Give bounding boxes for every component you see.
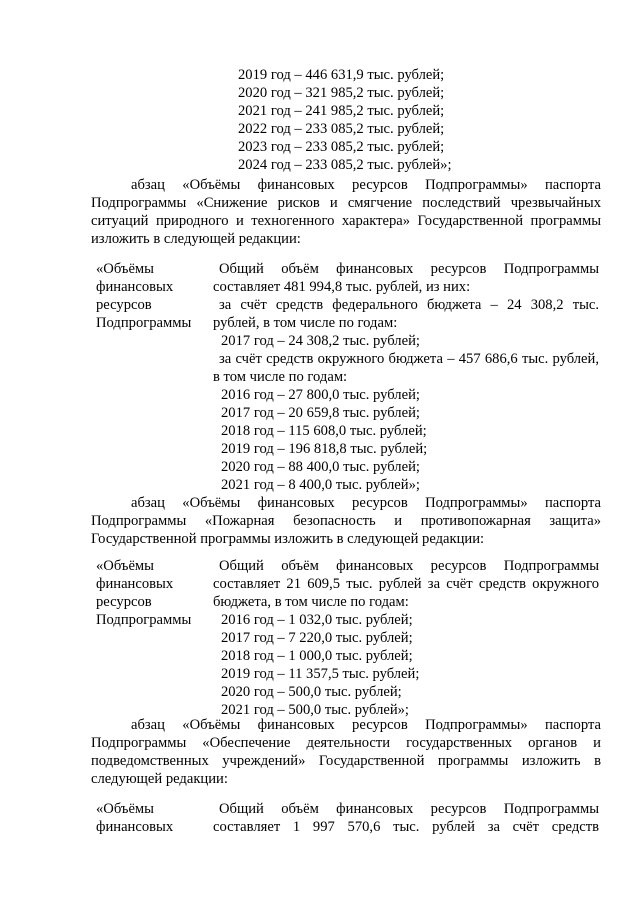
year-line: 2017 год – 20 659,8 тыс. рублей; <box>221 405 420 421</box>
year-line: 2021 год – 500,0 тыс. рублей»; <box>221 702 409 718</box>
year-line: 2019 год – 11 357,5 тыс. рублей; <box>221 666 420 682</box>
funding-total: Общий объём финансовых ресурсов Подпрограммы составляет 21 609,5 тыс. рублей за счёт средств окружного бюджета, в том числе по годам: <box>213 558 599 610</box>
year-line: 2021 год – 241 985,2 тыс. рублей; <box>238 103 445 119</box>
year-line: 2017 год – 7 220,0 тыс. рублей; <box>221 630 413 646</box>
funding-content-1 <box>213 260 599 494</box>
funding-content-3 <box>213 800 599 836</box>
funding-label-3: «Объёмы финансовых <box>96 801 174 835</box>
year-line: 2018 год – 1 000,0 тыс. рублей; <box>221 648 413 664</box>
year-line: 2018 год – 115 608,0 тыс. рублей; <box>221 423 427 439</box>
funding-label-2: «Объёмы финансовых ресурсов Подпрограммы <box>96 558 192 628</box>
funding-district: за счёт средств окружного бюджета – 457 686,6 тыс. рублей, в том числе по годам: <box>213 351 599 385</box>
funding-total: Общий объём финансовых ресурсов Подпрограммы составляет 481 994,8 тыс. рублей, из них: <box>213 261 599 295</box>
year-line: 2021 год – 8 400,0 тыс. рублей»; <box>221 477 420 493</box>
year-line: 2017 год – 24 308,2 тыс. рублей; <box>221 333 420 349</box>
year-line: 2020 год – 88 400,0 тыс. рублей; <box>221 459 420 475</box>
year-line: 2019 год – 446 631,9 тыс. рублей; <box>238 67 445 83</box>
year-line: 2024 год – 233 085,2 тыс. рублей»; <box>238 157 452 173</box>
year-list-top <box>238 66 452 174</box>
paragraph-fire-subprogram: абзац «Объёмы финансовых ресурсов Подпрограммы» паспорта Подпрограммы «Пожарная безопасность и противопожарная защита» Государственной программы изложить в следующей редакции: <box>91 495 601 547</box>
year-line: 2020 год – 500,0 тыс. рублей; <box>221 684 402 700</box>
year-line: 2023 год – 233 085,2 тыс. рублей; <box>238 139 445 155</box>
year-line: 2016 год – 27 800,0 тыс. рублей; <box>221 387 420 403</box>
year-line: 2016 год – 1 032,0 тыс. рублей; <box>221 612 413 628</box>
funding-label-1: «Объёмы финансовых ресурсов Подпрограммы <box>96 261 192 331</box>
paragraph-risk-subprogram: абзац «Объёмы финансовых ресурсов Подпрограммы» паспорта Подпрограммы «Снижение рисков и смягчение последствий чрезвычайных ситуаций природного и техногенного характера» Государственной программы изложить в следующей редакции: <box>91 177 601 247</box>
funding-total: Общий объём финансовых ресурсов Подпрограммы составляет 1 997 570,6 тыс. рублей за счёт средств <box>213 801 599 835</box>
funding-federal: за счёт средств федерального бюджета – 24 308,2 тыс. рублей, в том числе по годам: <box>213 297 599 331</box>
funding-content-2 <box>213 557 599 719</box>
year-line: 2022 год – 233 085,2 тыс. рублей; <box>238 121 445 137</box>
year-line: 2020 год – 321 985,2 тыс. рублей; <box>238 85 445 101</box>
paragraph-agencies-subprogram: абзац «Объёмы финансовых ресурсов Подпрограммы» паспорта Подпрограммы «Обеспечение деятельности государственных органов и подведомственных учреждений» Государственной программы изложить в следующей редакции: <box>91 717 601 787</box>
year-line: 2019 год – 196 818,8 тыс. рублей; <box>221 441 428 457</box>
